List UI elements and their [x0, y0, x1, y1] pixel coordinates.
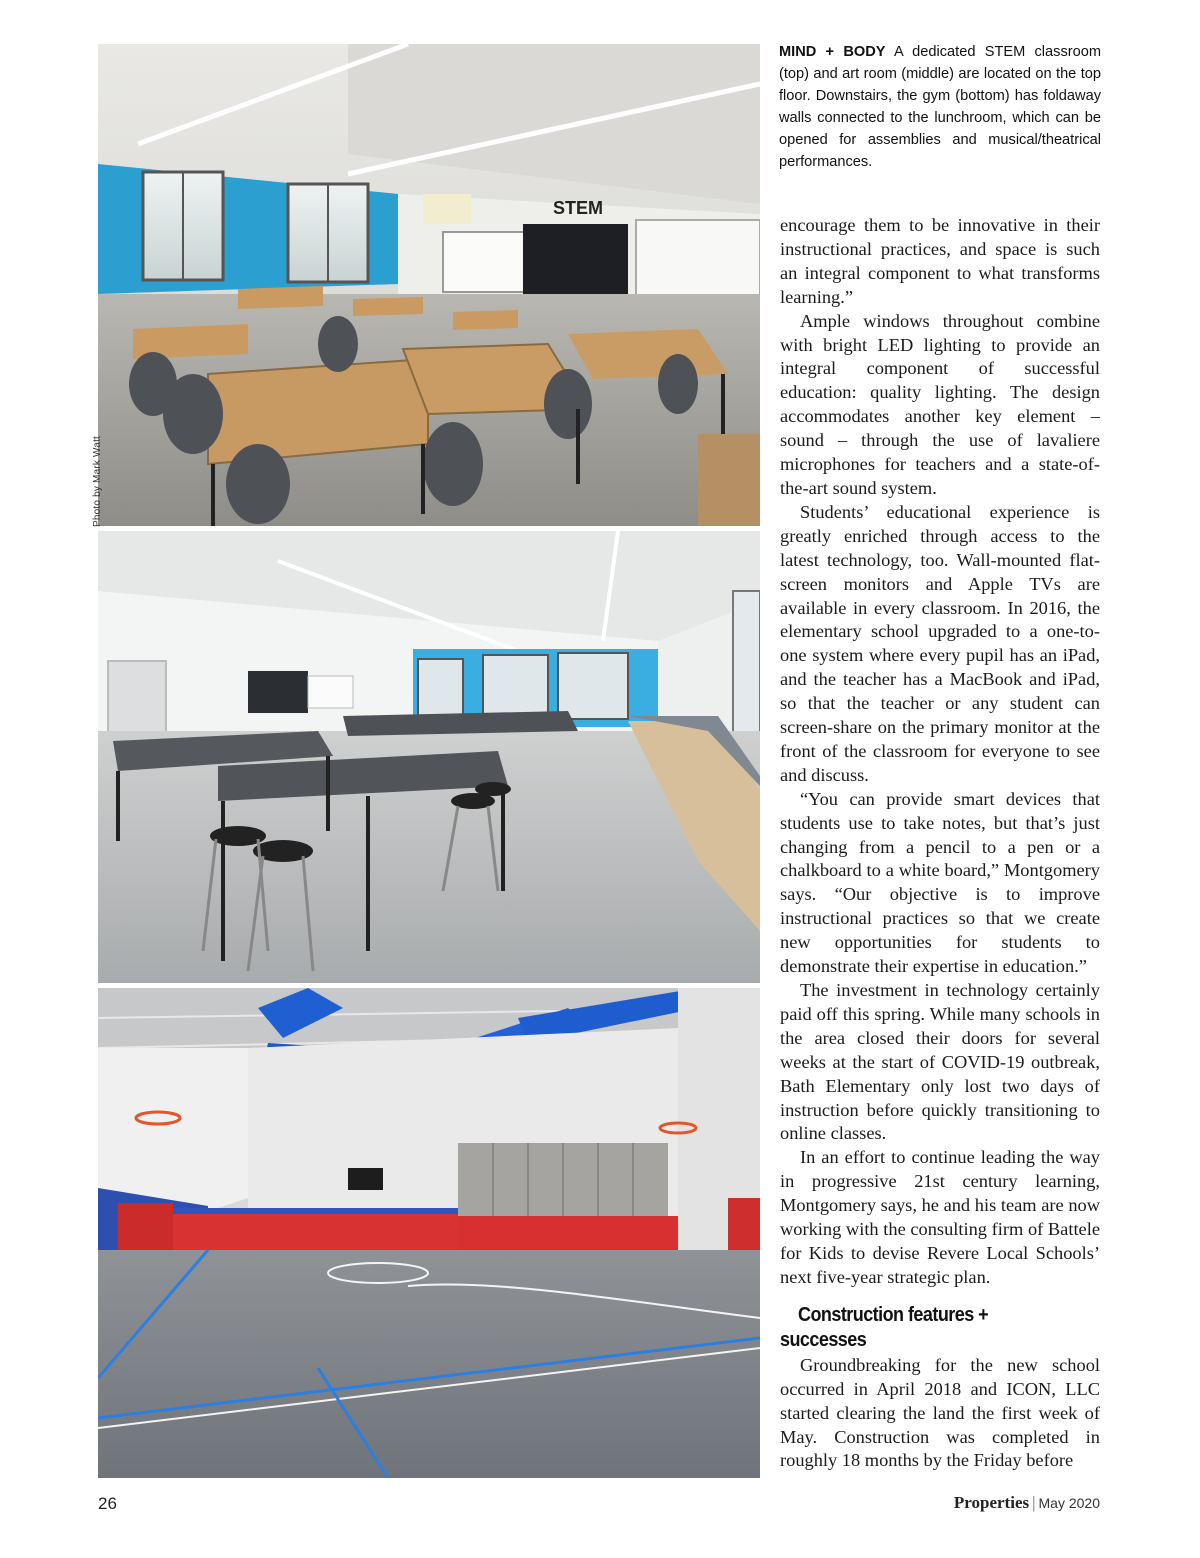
article-paragraph: Students’ educational experience is greatly enriched through access to the latest technology, too. Wall-mounted flat-screen monitors and Apple TVs are available in every classroom. In 2016, the elementary school upgraded to a one-to-one system where every pupil has an iPad, and the teacher has a MacBook and iPad, so that the teacher or any student can screen-share on the primary monitor at the front of the classroom for everyone to see and discuss.	[780, 501, 1100, 785]
art-room-photo	[98, 531, 760, 983]
article-body	[780, 214, 1100, 1473]
photo-credit: Photo by Mark Watt	[92, 435, 103, 527]
photo-caption	[779, 41, 1101, 173]
stem-classroom-photo	[98, 44, 760, 526]
publication-name: Properties	[953, 1493, 1030, 1512]
article-paragraph: encourage them to be innovative in their instructional practices, and space is such an integral component to what transforms learning.”	[780, 215, 1100, 307]
stem-classroom-image	[98, 44, 760, 526]
footer-publication	[954, 1493, 1100, 1513]
page-number: 26	[98, 1494, 117, 1513]
caption-lead: MIND + BODY	[779, 44, 886, 60]
article-paragraph: The investment in technology certainly paid off this spring. While many schools in the area closed their doors for several weeks at the start of COVID-19 outbreak, Bath Elementary only lost two days of instruction before quickly transitioning to online classes.	[780, 980, 1100, 1144]
art-room-image	[98, 531, 760, 983]
section-subheading: Construction features + successes	[780, 1303, 989, 1351]
stem-wall-sign: STEM	[553, 198, 604, 218]
gym-image	[98, 988, 760, 1478]
footer-separator: |	[1032, 1493, 1036, 1512]
issue-date: May 2020	[1038, 1495, 1100, 1511]
caption-text: A dedicated STEM classroom (top) and art room (middle) are located on the top floor. Downstairs, the gym (bottom) has foldaway walls connected to the lunchroom, which can be opened for assemblies and musical/theatrical performances.	[779, 44, 1102, 170]
article-paragraph: In an effort to continue leading the way in progressive 21st century learning, Montgomery says, he and his team are now working with the consulting firm of Battele for Kids to devise Revere Local Schools’ next five-year strategic plan.	[780, 1147, 1100, 1287]
gym-photo	[98, 988, 760, 1478]
article-paragraph: Groundbreaking for the new school occurred in April 2018 and ICON, LLC started clearing the land the first week of May. Construction was completed in roughly 18 months by the Friday before	[780, 1354, 1100, 1471]
article-paragraph: Ample windows throughout combine with bright LED lighting to provide an integral component of successful education: quality lighting. The design accommodates another key element – sound – through the use of lavaliere microphones for teachers and a state-of-the-art sound system.	[780, 310, 1100, 498]
article-paragraph: “You can provide smart devices that students use to take notes, but that’s just changing from a pencil to a pen or a chalkboard to a white board,” Montgomery says. “Our objective is to improve instructional practices so that we create new opportunities for students to demonstrate their expertise in education.”	[780, 788, 1100, 977]
